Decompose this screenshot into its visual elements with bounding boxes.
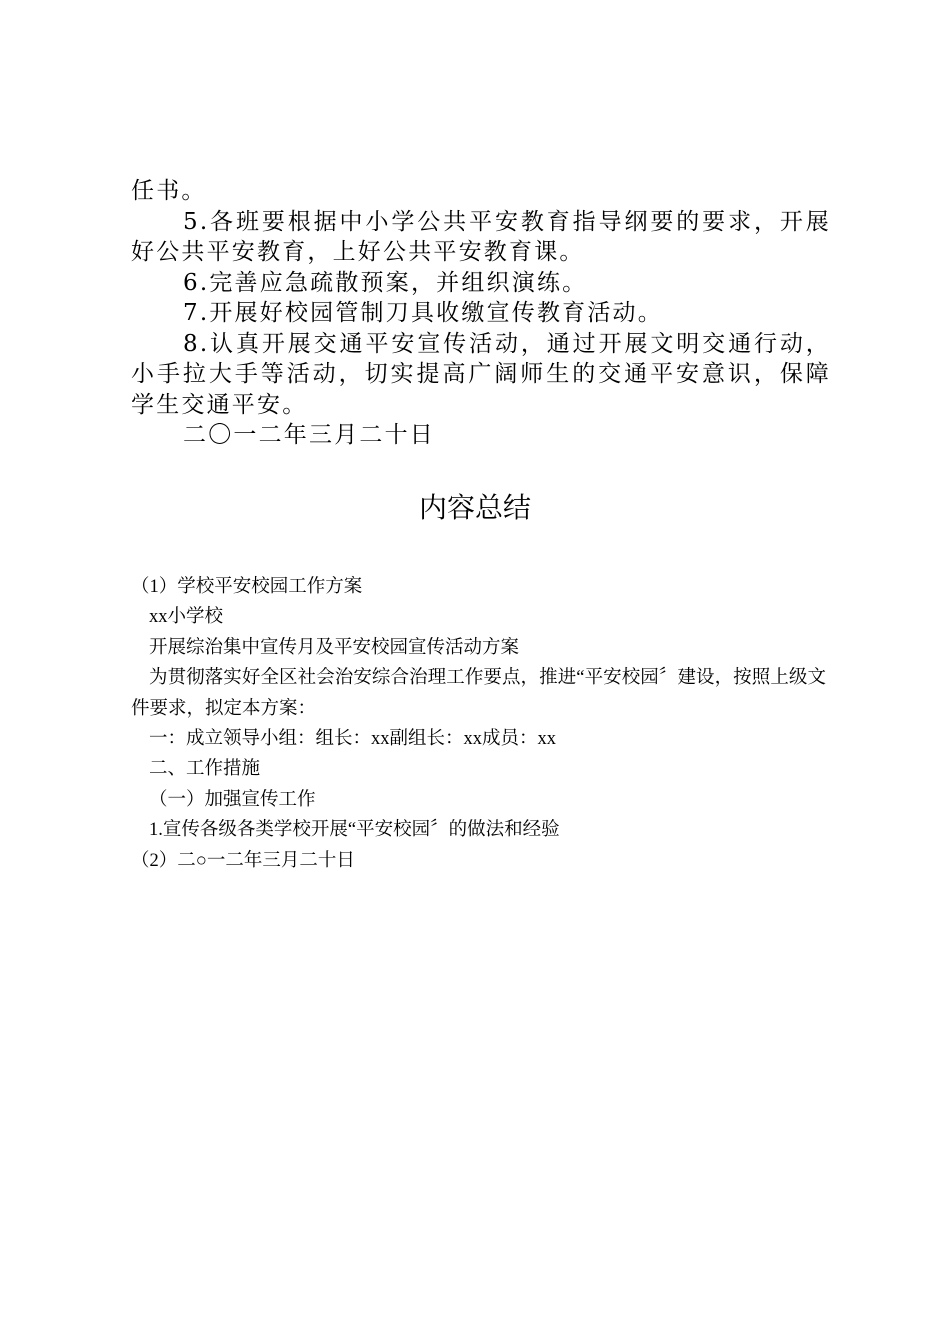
- summary-title: 内容总结: [418, 491, 531, 524]
- summary-line: （1）学校平安校园工作方案: [131, 577, 363, 597]
- summary-line: xx小学校: [149, 607, 224, 628]
- paragraph-item-8: 8.认真开展交通平安宣传活动，通过开展文明交通行动，小手拉大手等活动，切实提高广阔师生的交通平安意识，保障学生交通平安。: [131, 330, 831, 418]
- summary-line: （一）加强宣传工作: [149, 789, 316, 810]
- paragraph-item-6: 6.完善应急疏散预案，并组织演练。: [183, 269, 588, 296]
- paragraph-item-7: 7.开展好校园管制刀具收缴宣传教育活动。: [183, 300, 663, 326]
- summary-line: 1.宣传各级各类学校开展“平安校园〞的做法和经验: [149, 820, 560, 841]
- document-date: 二〇一二年三月二十日: [183, 422, 435, 448]
- body-text: [131, 176, 831, 451]
- summary-line: 一：成立领导小组：组长：xx副组长：xx成员：xx: [149, 729, 557, 750]
- summary-section: [131, 572, 826, 876]
- summary-line: 为贯彻落实好全区社会治安综合治理工作要点，推进“平安校园〞建设，按照上级文件要求，拟定本方案：: [131, 668, 826, 719]
- paragraph-continuation: 任书。: [131, 178, 207, 204]
- summary-line: 二、工作措施: [149, 759, 261, 780]
- paragraph-item-5: 5.各班要根据中小学公共平安教育指导纲要的要求，开展好公共平安教育，上好公共平安教育课。: [131, 208, 831, 265]
- summary-line: （2）二○一二年三月二十日: [131, 850, 355, 871]
- summary-line: 开展综治集中宣传月及平安校园宣传活动方案: [149, 637, 520, 658]
